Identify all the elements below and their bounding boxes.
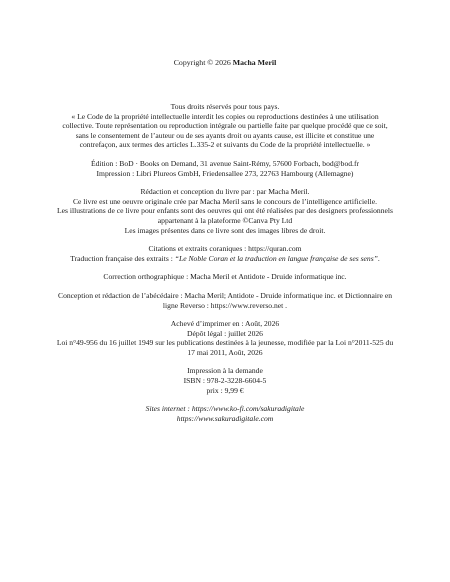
translation-prefix: Traduction française des extraits : (70, 253, 175, 263)
abecedaire-line: ligne Reverso : https://www.reverso.net . (162, 300, 288, 310)
rights-line: contrefaçon, aux termes des articles L.335-2 et suivants du Code de la propriété intellectuelle. » (79, 140, 371, 150)
legal-line: 17 mai 2011, Août, 2026 (187, 347, 263, 357)
printer-line: Impression : Libri Plureos GmbH, Friedensallee 273, 22763 Hambourg (Allemagne) (96, 168, 354, 178)
print-line: Impression à la demande (187, 366, 263, 376)
legal-line: Achevé d’imprimer en : Août, 2026 (170, 319, 280, 329)
rights-title: Tous droits réservés pour tous pays. (170, 102, 280, 111)
correction-line: Correction orthographique : Macha Meril et Antidote - Druide informatique inc. (103, 272, 347, 282)
rights-section (18, 102, 432, 150)
sites-section (18, 404, 432, 423)
rights-line: « Le Code de la propriété intellectuelle interdit les copies ou reproductions destinées à une utilisation (71, 111, 379, 121)
print-section (18, 366, 432, 395)
rights-line: sans le consentement de l’auteur ou de ses ayants droit ou ayants cause, est illicite et constitue une (75, 130, 375, 140)
citations-source: Citations et extraits coraniques : https://quran.com (148, 244, 302, 254)
legal-section (18, 319, 432, 357)
legal-line: Loi n°49-956 du 16 juillet 1949 sur les publications destinées à la jeunesse, modifiée par la Loi n°2011-525 du (56, 338, 394, 348)
site-link-main[interactable]: https://www.sakuradigitale.com (176, 413, 274, 423)
creation-line: Ce livre est une oeuvre originale crée par Macha Meril sans le concours de l’intelligence artificielle. (72, 196, 378, 206)
abecedaire-line: Conception et rédaction de l’abécédaire : Macha Meril; Antidote - Druide informatique inc. et Dictionnaire en (58, 290, 392, 300)
legal-notices (18, 102, 432, 423)
copyright-line (0, 58, 450, 68)
copyright-prefix: Copyright © 2026 (173, 58, 233, 67)
edition-section (18, 159, 432, 178)
translation-suffix: . (377, 253, 380, 263)
creation-section (18, 187, 432, 235)
rights-line: collective. Toute représentation ou reproduction intégrale ou partielle faite par quelque procédé que ce soit, (62, 121, 388, 131)
creation-line: Les images présentes dans ce livre sont des images libres de droit. (124, 225, 326, 235)
creation-line: Les illustrations de ce livre pour enfants sont des oeuvres qui ont été réalisées par des designers professionnels (57, 206, 393, 216)
citations-section (18, 244, 432, 263)
translation-title: “Le Noble Coran et la traduction en langue française de ses sens” (174, 253, 378, 263)
abecedaire-section (18, 291, 432, 310)
price-line: prix : 9,99 € (206, 385, 244, 395)
isbn-line: ISBN : 978-2-3228-6604-5 (183, 376, 267, 386)
creation-line: appartenant à la plateforme ©Canva Pty Ltd (157, 215, 293, 225)
citations-translation (18, 254, 432, 264)
legal-line: Dépôt légal : juillet 2026 (187, 328, 263, 338)
site-link-kofi[interactable]: Sites internet : https://www.ko-fi.com/sakuradigitale (145, 404, 305, 414)
copyright-author: Macha Meril (232, 58, 277, 67)
creation-line: Rédaction et conception du livre par : par Macha Meril. (140, 187, 310, 197)
editor-line: Édition : BoD · Books on Demand, 31 avenue Saint-Rémy, 57600 Forbach, bod@bod.fr (90, 158, 360, 168)
